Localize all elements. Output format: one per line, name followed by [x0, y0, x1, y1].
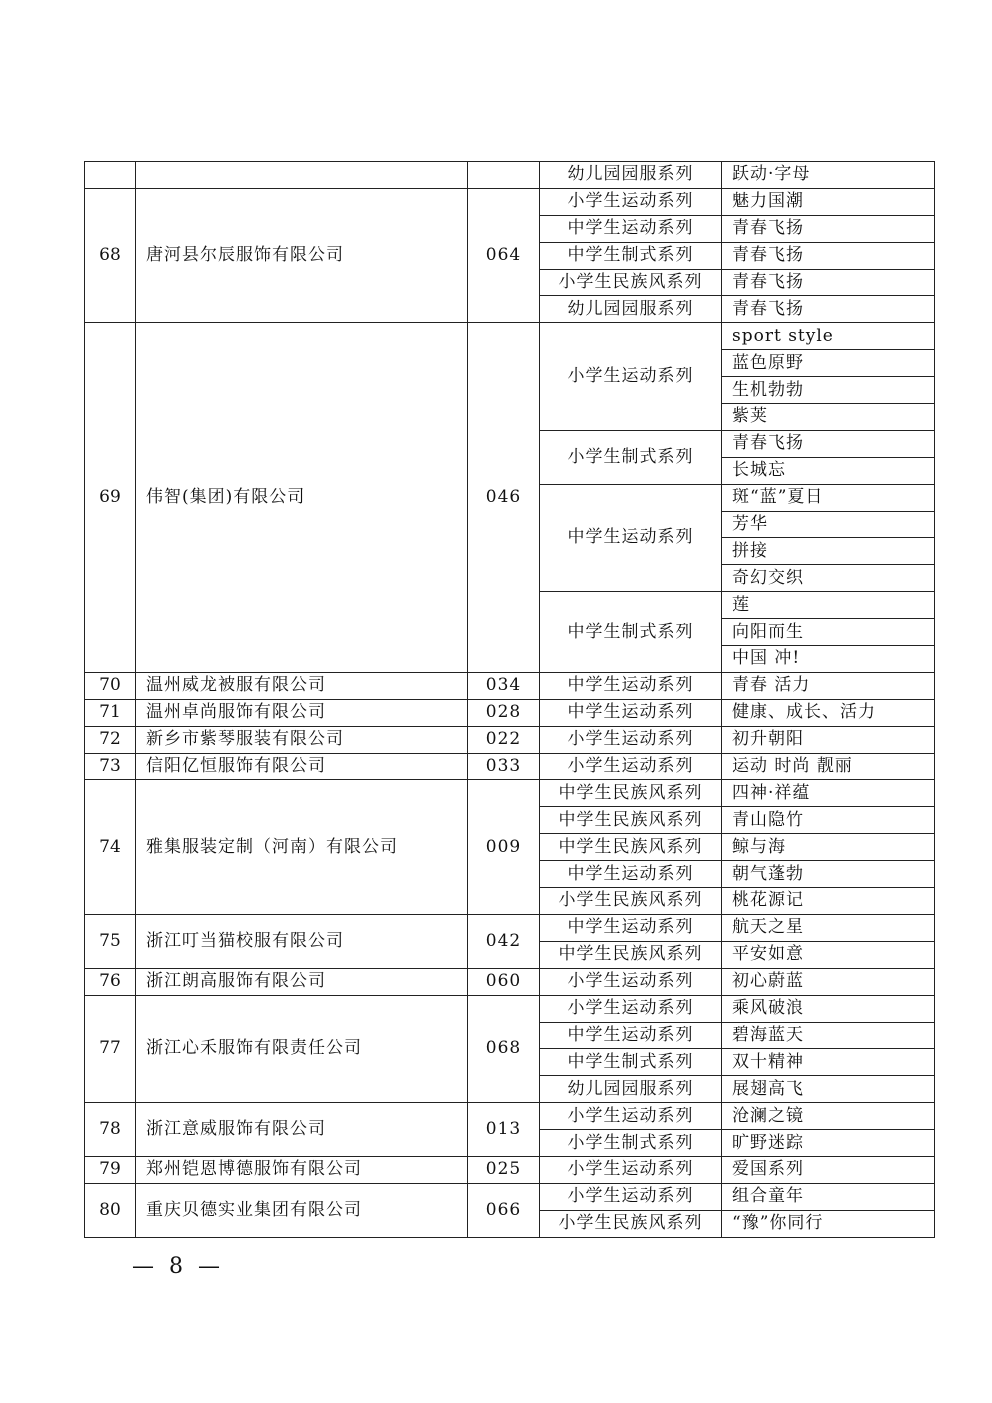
design-name: 向阳而生	[722, 619, 935, 646]
company-name: 浙江叮当猫校服有限公司	[136, 914, 468, 968]
entry-number: 69	[85, 323, 136, 673]
entry-number: 78	[85, 1103, 136, 1157]
table-row	[85, 1103, 935, 1130]
company-name: 浙江心禾服饰有限责任公司	[136, 995, 468, 1103]
design-name: 奇幻交织	[722, 565, 935, 592]
series-name: 中学生运动系列	[540, 484, 722, 592]
design-name: 青春飞扬	[722, 296, 935, 323]
series-name: 中学生运动系列	[540, 861, 722, 888]
entry-code: 046	[468, 323, 540, 673]
series-name: 中学生制式系列	[540, 592, 722, 673]
entry-number: 73	[85, 753, 136, 780]
series-name: 中学生民族风系列	[540, 834, 722, 861]
series-name: 小学生运动系列	[540, 1156, 722, 1183]
design-name: 斑“蓝”夏日	[722, 484, 935, 511]
entry-code: 025	[468, 1156, 540, 1183]
design-name: 跃动·字母	[722, 162, 935, 189]
entry-number: 71	[85, 699, 136, 726]
design-name: 生机勃勃	[722, 377, 935, 404]
design-name: 初心蔚蓝	[722, 968, 935, 995]
design-name: 平安如意	[722, 941, 935, 968]
table-row	[85, 1156, 935, 1183]
table-row	[85, 753, 935, 780]
design-name: 中国 冲!	[722, 646, 935, 673]
table-row	[85, 995, 935, 1022]
series-name: 小学生运动系列	[540, 995, 722, 1022]
entry-number: 74	[85, 780, 136, 914]
design-name: 运动 时尚 靓丽	[722, 753, 935, 780]
table-body	[85, 162, 935, 1238]
series-name: 小学生民族风系列	[540, 1210, 722, 1237]
design-name: 展翅高飞	[722, 1076, 935, 1103]
company-name: 浙江意威服饰有限公司	[136, 1103, 468, 1157]
entry-code: 066	[468, 1183, 540, 1237]
design-name: 初升朝阳	[722, 726, 935, 753]
design-name: 鲸与海	[722, 834, 935, 861]
company-name: 唐河县尔辰服饰有限公司	[136, 188, 468, 322]
series-name: 小学生运动系列	[540, 726, 722, 753]
entry-code: 009	[468, 780, 540, 914]
company-name: 信阳亿恒服饰有限公司	[136, 753, 468, 780]
design-name: 四神·祥蕴	[722, 780, 935, 807]
entry-number: 79	[85, 1156, 136, 1183]
series-name: 小学生民族风系列	[540, 888, 722, 915]
design-name: 青春飞扬	[722, 215, 935, 242]
series-name: 中学生运动系列	[540, 699, 722, 726]
entry-number: 68	[85, 188, 136, 322]
design-name: 魅力国潮	[722, 188, 935, 215]
table-row	[85, 780, 935, 807]
page-number: — 8 —	[132, 1254, 224, 1279]
table-row	[85, 914, 935, 941]
entry-code: 042	[468, 914, 540, 968]
table-row	[85, 699, 935, 726]
table-row	[85, 1183, 935, 1210]
design-name: 紫荚	[722, 404, 935, 431]
design-name: sport style	[722, 323, 935, 350]
entry-code: 068	[468, 995, 540, 1103]
table-row	[85, 726, 935, 753]
series-name: 中学生制式系列	[540, 1049, 722, 1076]
company-name	[136, 162, 468, 189]
table-row	[85, 672, 935, 699]
series-name: 小学生运动系列	[540, 1183, 722, 1210]
company-name: 伟智(集团)有限公司	[136, 323, 468, 673]
design-name: 桃花源记	[722, 888, 935, 915]
design-name: 航天之星	[722, 914, 935, 941]
table-row	[85, 188, 935, 215]
series-name: 小学生运动系列	[540, 323, 722, 431]
series-name: 小学生制式系列	[540, 1130, 722, 1157]
entry-number: 75	[85, 914, 136, 968]
series-name: 中学生制式系列	[540, 242, 722, 269]
series-name: 中学生运动系列	[540, 914, 722, 941]
design-name: 爱国系列	[722, 1156, 935, 1183]
company-name: 雅集服装定制（河南）有限公司	[136, 780, 468, 914]
series-name: 中学生运动系列	[540, 672, 722, 699]
company-name: 温州卓尚服饰有限公司	[136, 699, 468, 726]
series-name: 小学生制式系列	[540, 430, 722, 484]
company-name: 新乡市紫琴服装有限公司	[136, 726, 468, 753]
company-name: 郑州铠恩博德服饰有限公司	[136, 1156, 468, 1183]
series-name: 中学生民族风系列	[540, 807, 722, 834]
entry-number: 72	[85, 726, 136, 753]
entry-number: 80	[85, 1183, 136, 1237]
entry-number: 77	[85, 995, 136, 1103]
company-name: 浙江朗高服饰有限公司	[136, 968, 468, 995]
design-name: “豫”你同行	[722, 1210, 935, 1237]
table-row	[85, 323, 935, 350]
series-name: 小学生民族风系列	[540, 269, 722, 296]
entry-number	[85, 162, 136, 189]
series-name: 幼儿园园服系列	[540, 296, 722, 323]
design-name: 长城忘	[722, 457, 935, 484]
entry-code: 028	[468, 699, 540, 726]
design-name: 青春飞扬	[722, 430, 935, 457]
uniform-design-table	[84, 161, 935, 1238]
design-name: 青春飞扬	[722, 269, 935, 296]
series-name: 中学生民族风系列	[540, 780, 722, 807]
design-name: 蓝色原野	[722, 350, 935, 377]
design-name: 组合童年	[722, 1183, 935, 1210]
design-name: 双十精神	[722, 1049, 935, 1076]
series-name: 小学生运动系列	[540, 1103, 722, 1130]
entry-code	[468, 162, 540, 189]
series-name: 中学生运动系列	[540, 215, 722, 242]
entry-number: 76	[85, 968, 136, 995]
entry-code: 034	[468, 672, 540, 699]
series-name: 幼儿园园服系列	[540, 162, 722, 189]
series-name: 幼儿园园服系列	[540, 1076, 722, 1103]
design-name: 拼接	[722, 538, 935, 565]
design-name: 朝气蓬勃	[722, 861, 935, 888]
design-name: 青春飞扬	[722, 242, 935, 269]
entry-code: 060	[468, 968, 540, 995]
company-name: 重庆贝德实业集团有限公司	[136, 1183, 468, 1237]
design-name: 沧澜之镜	[722, 1103, 935, 1130]
series-name: 中学生运动系列	[540, 1022, 722, 1049]
entry-code: 013	[468, 1103, 540, 1157]
entry-code: 033	[468, 753, 540, 780]
series-name: 中学生民族风系列	[540, 941, 722, 968]
table-row	[85, 968, 935, 995]
design-name: 青山隐竹	[722, 807, 935, 834]
entry-number: 70	[85, 672, 136, 699]
design-name: 青春 活力	[722, 672, 935, 699]
series-name: 小学生运动系列	[540, 753, 722, 780]
entry-code: 064	[468, 188, 540, 322]
design-name: 健康、成长、活力	[722, 699, 935, 726]
entry-code: 022	[468, 726, 540, 753]
design-name: 芳华	[722, 511, 935, 538]
design-name: 莲	[722, 592, 935, 619]
series-name: 小学生运动系列	[540, 968, 722, 995]
company-name: 温州威龙被服有限公司	[136, 672, 468, 699]
design-name: 旷野迷踪	[722, 1130, 935, 1157]
table-row	[85, 162, 935, 189]
series-name: 小学生运动系列	[540, 188, 722, 215]
design-name: 碧海蓝天	[722, 1022, 935, 1049]
design-name: 乘风破浪	[722, 995, 935, 1022]
